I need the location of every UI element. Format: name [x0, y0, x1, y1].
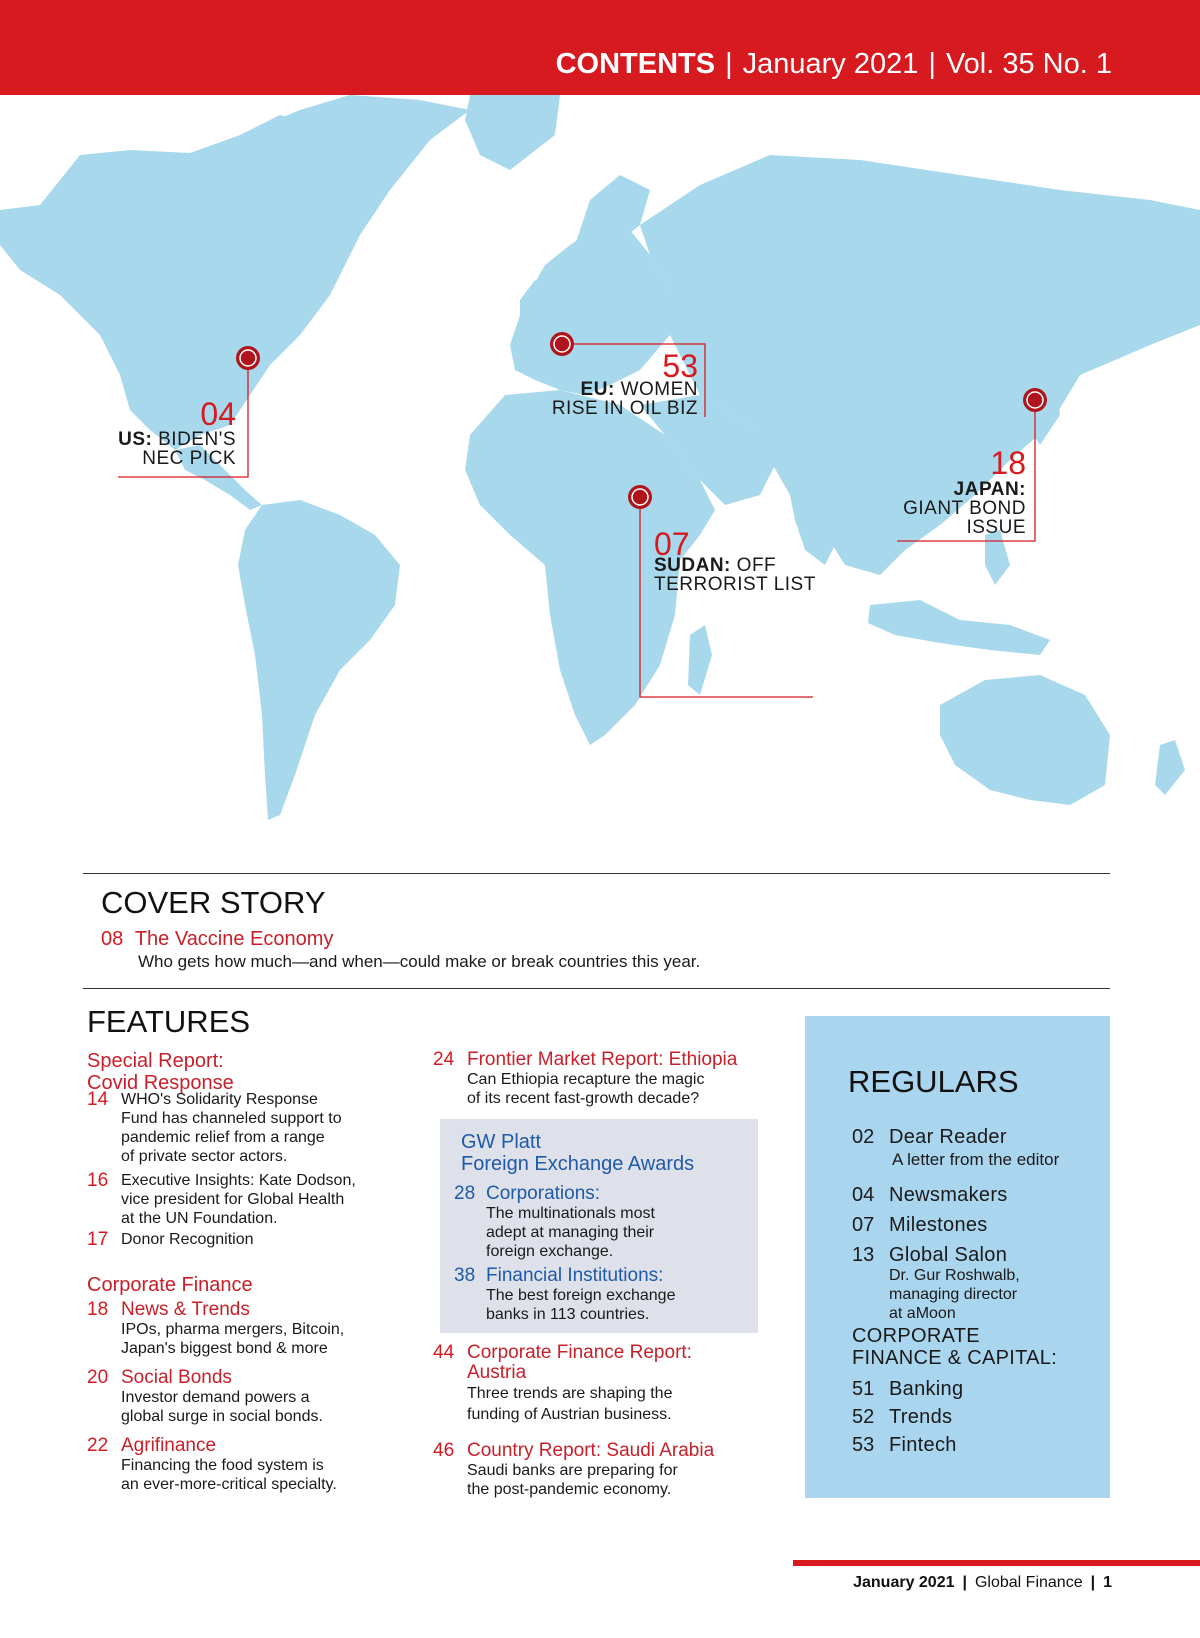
us-pin-page: 04: [200, 396, 236, 432]
item-desc-line: of its recent fast-growth decade?: [467, 1090, 700, 1107]
japan-pin-label: [960, 447, 1026, 479]
item-title: News & Trends: [121, 1299, 250, 1320]
masthead-date: January 2021: [742, 48, 919, 80]
item-desc-line: vice president for Global Health: [121, 1191, 345, 1208]
item-desc-line: of private sector actors.: [121, 1148, 288, 1165]
item-desc-line: the post-pandemic economy.: [467, 1481, 672, 1498]
divider: [83, 873, 1110, 874]
item-desc-line: Can Ethiopia recapture the magic: [467, 1071, 705, 1088]
eu-pin-page: 53: [662, 348, 698, 384]
item-title: Social Bonds: [121, 1367, 232, 1388]
item-title: Banking: [889, 1378, 964, 1400]
footer-publication: Global Finance: [974, 1574, 1083, 1591]
item-body: [467, 1343, 692, 1425]
item-body: [486, 1184, 655, 1261]
features-heading: FEATURES: [87, 1004, 251, 1039]
item-desc-line: an ever-more-critical specialty.: [121, 1476, 337, 1493]
item-page-number: 13: [852, 1244, 875, 1266]
masthead-volume: Vol. 35 No. 1: [945, 48, 1112, 80]
item-page-number: 18: [87, 1299, 109, 1320]
item-body: [121, 1368, 323, 1426]
regulars-heading: REGULARS: [848, 1064, 1019, 1099]
item-title: Country Report: Saudi Arabia: [467, 1440, 715, 1461]
divider: [83, 988, 1110, 989]
item-body: [121, 1436, 337, 1494]
item-page-number: 38: [454, 1265, 476, 1286]
item-body: [121, 1300, 344, 1358]
item-desc-line: Fund has channeled support to: [121, 1110, 342, 1127]
item-desc-line: funding of Austrian business.: [467, 1406, 672, 1423]
item-desc-line: managing director: [889, 1286, 1018, 1303]
item-desc-line: adept at managing their: [486, 1224, 655, 1241]
item-page-number: 17: [87, 1229, 109, 1250]
item-title: Trends: [889, 1406, 953, 1428]
masthead-section: CONTENTS: [555, 48, 716, 80]
item-desc-line: A letter from the editor: [892, 1150, 1060, 1169]
item-desc-line: Executive Insights: Kate Dodson,: [121, 1172, 356, 1189]
item-body: [121, 1171, 356, 1228]
item-page-number: 24: [433, 1049, 455, 1070]
item-desc-line: Financing the food system is: [121, 1457, 324, 1474]
cover-story-page: 08: [101, 928, 124, 950]
item-title: Austria: [467, 1362, 527, 1383]
item-body: [467, 1441, 714, 1499]
item-desc-line: Dr. Gur Roshwalb,: [889, 1267, 1020, 1284]
japan-pin-icon: [1023, 388, 1047, 412]
footer-bar: [793, 1560, 1200, 1566]
item-desc-line: The best foreign exchange: [486, 1287, 676, 1304]
item-page-number: 14: [87, 1089, 109, 1110]
eu-pin-label: [600, 350, 698, 382]
gw-platt-heading: GW Platt Foreign Exchange Awards: [461, 1131, 695, 1175]
us-pin-caption: US: BIDEN'S NEC PICK: [118, 429, 236, 469]
special-report-heading[interactable]: Special Report: Covid Response: [87, 1050, 234, 1094]
item-desc-line: at the UN Foundation.: [121, 1210, 278, 1227]
item-desc-line: WHO's Solidarity Response: [121, 1091, 318, 1108]
item-title: Agrifinance: [121, 1435, 217, 1456]
item-page-number: 46: [433, 1440, 455, 1461]
corporate-finance-heading: Corporate Finance: [87, 1274, 253, 1296]
sudan-pin-page: 07: [654, 526, 690, 562]
gw-platt-box: [440, 1119, 758, 1333]
item-body: [889, 1126, 1059, 1172]
indonesia: [868, 600, 1050, 655]
south-america: [238, 500, 400, 820]
eu-pin-icon: [550, 332, 574, 356]
item-desc-line: IPOs, pharma mergers, Bitcoin,: [121, 1321, 345, 1338]
footer-date: January 2021: [853, 1574, 955, 1591]
footer-page: 1: [1103, 1574, 1112, 1591]
sudan-pin-icon: [628, 485, 652, 509]
item-title: Corporate Finance Report:: [467, 1342, 692, 1363]
cover-story-desc: Who gets how much—and when—could make or break countries this year.: [138, 952, 701, 971]
cover-story-item[interactable]: [101, 928, 333, 950]
item-page-number: 02: [852, 1126, 875, 1148]
philippines: [985, 530, 1010, 585]
item-page-number: 20: [87, 1367, 109, 1388]
item-body: [121, 1230, 254, 1249]
item-body: [486, 1266, 675, 1324]
item-page-number: 52: [852, 1406, 875, 1428]
cover-story-title: The Vaccine Economy: [134, 928, 334, 950]
item-desc-line: Donor Recognition: [121, 1231, 254, 1248]
item-title: Global Salon: [889, 1244, 1008, 1266]
madagascar: [688, 625, 712, 695]
item-page-number: 04: [852, 1184, 875, 1206]
item-desc-line: Japan's biggest bond & more: [121, 1340, 328, 1357]
new-zealand: [1155, 740, 1185, 795]
sudan-pin-caption: SUDAN: OFF TERRORIST LIST: [654, 555, 816, 595]
us-pin-icon: [236, 346, 260, 370]
regulars-box: [805, 1016, 1110, 1498]
scandinavia: [575, 175, 650, 245]
item-desc-line: banks in 113 countries.: [486, 1306, 650, 1323]
item-desc-line: The multinationals most: [486, 1205, 655, 1222]
item-desc-line: at aMoon: [889, 1305, 956, 1322]
item-body: [889, 1184, 1008, 1206]
item-page-number: 16: [87, 1170, 109, 1191]
item-page-number: 53: [852, 1434, 875, 1456]
item-body: [467, 1050, 737, 1108]
japan-pin-caption: JAPAN: GIANT BOND ISSUE: [903, 479, 1026, 538]
item-title: Newsmakers: [889, 1184, 1008, 1206]
item-page-number: 28: [454, 1183, 476, 1204]
cover-story-heading: COVER STORY: [101, 885, 326, 920]
item-desc-line: foreign exchange.: [486, 1243, 614, 1260]
greenland: [465, 95, 560, 170]
item-desc-line: pandemic relief from a range: [121, 1129, 325, 1146]
item-page-number: 51: [852, 1378, 875, 1400]
us-pin-label: [118, 398, 236, 430]
item-page-number: 07: [852, 1214, 875, 1236]
item-desc-line: global surge in social bonds.: [121, 1408, 323, 1425]
item-page-number: 22: [87, 1435, 109, 1456]
japan-pin-page: 18: [990, 445, 1026, 481]
item-body: [889, 1214, 988, 1236]
corporate-finance-capital-heading: CORPORATE FINANCE & CAPITAL:: [852, 1325, 1058, 1369]
item-body: [121, 1090, 342, 1166]
item-page-number: 44: [433, 1342, 455, 1363]
item-desc-line: Saudi banks are preparing for: [467, 1462, 678, 1479]
item-title: Corporations:: [486, 1183, 601, 1204]
item-desc-line: Investor demand powers a: [121, 1389, 310, 1406]
masthead: CONTENTS | January 2021 | Vol. 35 No. 1: [555, 48, 1112, 80]
item-title: Dear Reader: [889, 1126, 1007, 1148]
item-title: Financial Institutions:: [486, 1265, 664, 1286]
eu-pin-caption: EU: WOMEN RISE IN OIL BIZ: [551, 379, 698, 419]
item-title: Frontier Market Report: Ethiopia: [467, 1049, 738, 1070]
item-body: [889, 1244, 1020, 1323]
item-title: Milestones: [889, 1214, 988, 1236]
australia: [940, 675, 1110, 805]
item-title: Fintech: [889, 1434, 957, 1456]
item-desc-line: Three trends are shaping the: [467, 1385, 673, 1402]
footer: January 2021 | Global Finance | 1: [853, 1574, 1112, 1591]
